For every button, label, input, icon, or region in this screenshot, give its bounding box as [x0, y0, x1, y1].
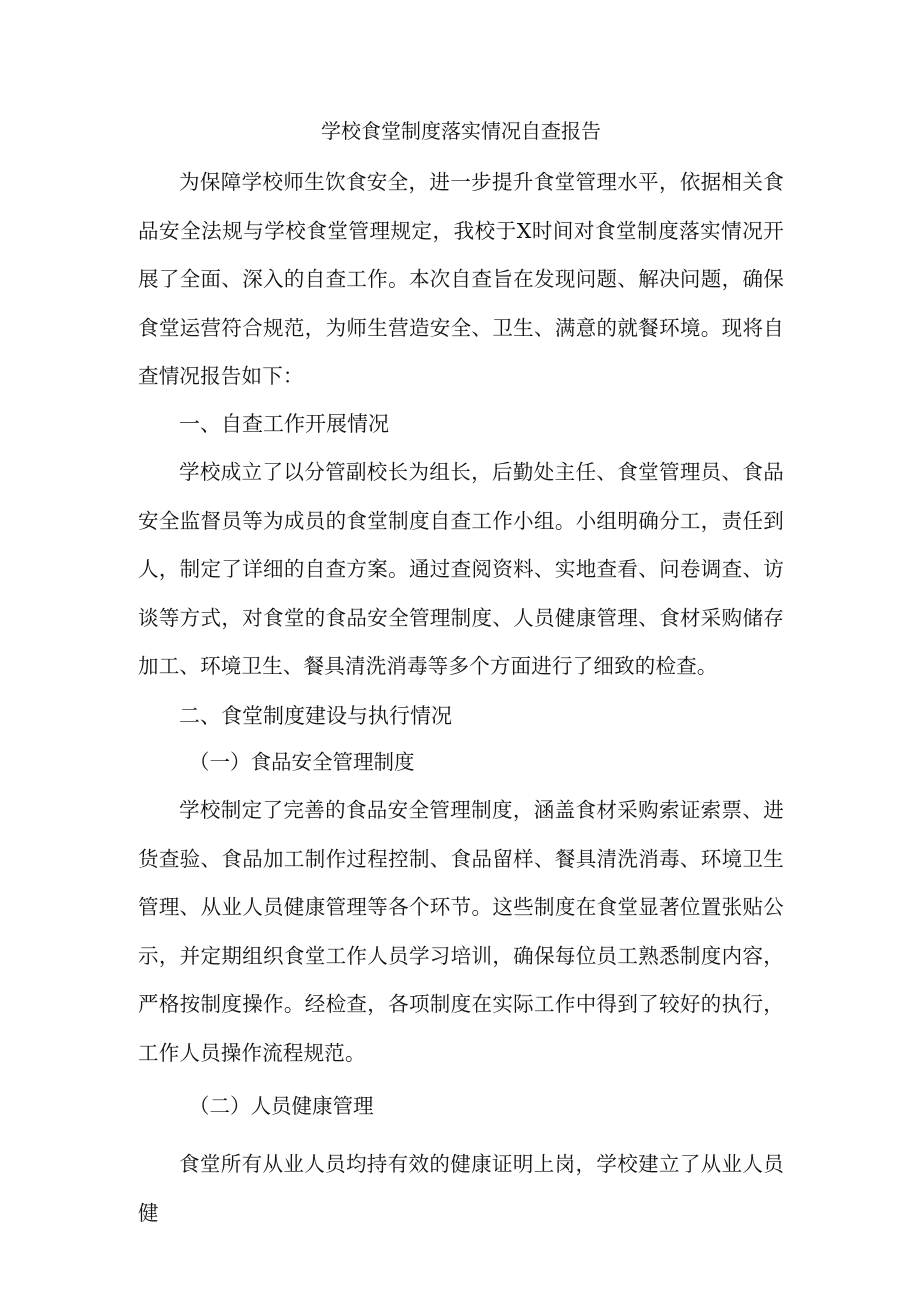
- subsection-1-heading: （一）食品安全管理制度: [189, 750, 415, 774]
- intro-paragraph: 为保障学校师生饮食安全，进一步提升食堂管理水平，依据相关食品安全法规与学校食堂管理规定，我校于X时间对食堂制度落实情况开展了全面、深入的自查工作。本次自查旨在发现问题、解决问题，确保食堂运营符合规范，为师生营造安全、卫生、满意的就餐环境。现将自查情况报告如下：: [138, 170, 784, 388]
- section-1-heading: 一、自查工作开展情况: [179, 412, 389, 436]
- document-title: 学校食堂制度落实情况自查报告: [321, 119, 601, 143]
- subsection-2-paragraph: 食堂所有从业人员均持有效的健康证明上岗，学校建立了从业人员健: [138, 1152, 784, 1225]
- section-2-heading: 二、食堂制度建设与执行情况: [179, 704, 452, 728]
- section-1-paragraph: 学校成立了以分管副校长为组长，后勤处主任、食堂管理员、食品安全监督员等为成员的食堂制度自查工作小组。小组明确分工，责任到人，制定了详细的自查方案。通过查阅资料、实地查看、问卷调查、访谈等方式，对食堂的食品安全管理制度、人员健康管理、食材采购储存加工、环境卫生、餐具清洗消毒等多个方面进行了细致的检查。: [138, 460, 784, 678]
- subsection-1-paragraph: 学校制定了完善的食品安全管理制度，涵盖食材采购索证索票、进货查验、食品加工制作过程控制、食品留样、餐具清洗消毒、环境卫生管理、从业人员健康管理等各个环节。这些制度在食堂显著位置张贴公示，并定期组织食堂工作人员学习培训，确保每位员工熟悉制度内容，严格按制度操作。经检查，各项制度在实际工作中得到了较好的执行，工作人员操作流程规范。: [138, 798, 784, 1065]
- subsection-2-heading: （二）人员健康管理: [189, 1094, 374, 1118]
